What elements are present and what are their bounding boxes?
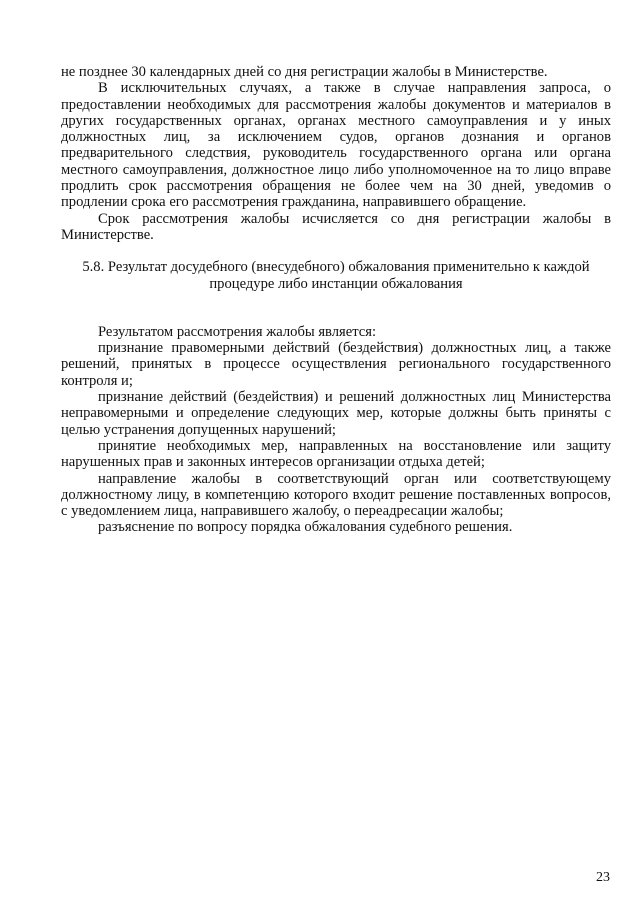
paragraph-result-lawful: признание правомерными действий (бездействия) должностных лиц, а также решений, принятых в процессе осуществления регионального государственного контроля и; [61,340,611,389]
document-page [61,64,611,536]
paragraph-result-intro: Результатом рассмотрения жалобы является: [98,323,377,340]
paragraph-review-term: Срок рассмотрения жалобы исчисляется со дня регистрации жалобы в Министерстве. [61,210,611,243]
section-title: 5.8. Результат досудебного (внесудебного) обжалования применительно к каждой процедуре либо инстанции обжалования [82,259,590,292]
page-number: 23 [596,870,610,885]
paragraph-continuation: не позднее 30 календарных дней со дня регистрации жалобы в Министерстве. [61,64,548,80]
paragraph-exceptional-cases: В исключительных случаях, а также в случае направления запроса, о предоставлении необходимых для рассмотрения жалобы документов и материалов в других государственных органах, органах местного самоуправления и у иных должностных лиц, за исключением судов, органов дознания и органов предварительного следствия, руководитель государственного органа или органа местного самоуправления, должностное лицо либо уполномоченное на то лицо вправе продлить срок рассмотрения обращения не более чем на 30 дней, уведомив о продлении срока его рассмотрения гражданина, направившего обращение. [61,80,611,211]
paragraph-result-redirect: направление жалобы в соответствующий орган или соответствующему должностному лицу, в компетенцию которого входит решение поставленных вопросов, с уведомлением лица, направившего жалобу, о переадресации жалобы; [61,470,611,520]
paragraph-result-unlawful: признание действий (бездействия) и решений должностных лиц Министерства неправомерными и определение следующих мер, которые должны быть приняты с целью устранения допущенных нарушений; [61,389,611,438]
paragraph-result-clarification: разъяснение по вопросу порядка обжалования судебного решения. [98,519,513,536]
section-spacer [61,292,611,324]
paragraph-result-measures: принятие необходимых мер, направленных на восстановление или защиту нарушенных прав и законных интересов организации отдыха детей; [61,437,611,471]
